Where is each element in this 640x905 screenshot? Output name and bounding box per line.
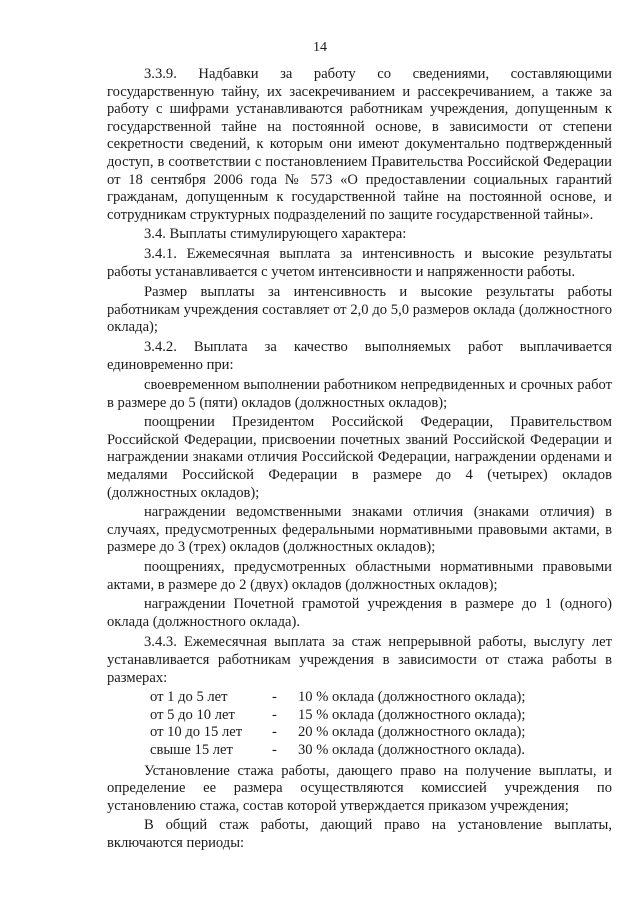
paragraph-3-4-1: 3.4.1. Ежемесячная выплата за интенсивность и высокие результаты работы устанавливается с учетом интенсивности и напряженности работы. bbox=[107, 245, 612, 280]
paragraph-regional-award: поощрениях, предусмотренных областными нормативными правовыми актами, в размере до 2 (двух) окладов (должностных окладов); bbox=[107, 559, 612, 593]
document-text bbox=[107, 66, 612, 855]
paragraph-included-periods: В общий стаж работы, дающий право на установление выплаты, включаются периоды: bbox=[107, 817, 612, 851]
tier-percent: 10 % оклада (должностного оклада); bbox=[298, 689, 526, 706]
tier-range: от 5 до 10 лет bbox=[150, 706, 235, 723]
paragraph-3-4-3: 3.4.3. Ежемесячная выплата за стаж непрерывной работы, выслугу лет устанавливается работникам учреждения в зависимости от стажа работы в размерах: bbox=[107, 634, 612, 686]
paragraph-payment-size: Размер выплаты за интенсивность и высокие результаты работы работникам учреждения составляет от 2,0 до 5,0 размеров оклада (должностного оклада); bbox=[107, 284, 612, 336]
tier-range: свыше 15 лет bbox=[150, 741, 233, 758]
tier-range: от 10 до 15 лет bbox=[150, 724, 243, 741]
tier-percent: 15 % оклада (должностного оклада); bbox=[298, 706, 526, 723]
seniority-tier-list bbox=[107, 689, 612, 759]
tier-dash: - bbox=[272, 706, 277, 723]
tier-percent: 30 % оклада (должностного оклада). bbox=[298, 741, 526, 758]
paragraph-seniority-commission: Установление стажа работы, дающего право на получение выплаты, и определение ее размера осуществляются комиссией учреждения по установлению стажа, состав которой утверждается приказом учреждения; bbox=[107, 762, 612, 814]
paragraph-3-3-9: 3.3.9. Надбавки за работу со сведениями, составляющими государственную тайну, их засекречиванием и рассекречиванием, а также за работу с шифрами устанавливаются работникам учреждения, допущенным к государственной тайне на постоянной основе, в зависимости от степени секретности сведений, к которым они имеют документально подтвержденный доступ, в соответствии с постановлением Правительства Российской Федерации от 18 сентября 2006 года № 573 «О предоставлении социальных гарантий гражданам, допущенным к государственной тайне на постоянной основе, и сотрудникам структурных подразделений по защите государственной тайны». bbox=[107, 66, 612, 223]
seniority-tier bbox=[107, 742, 612, 760]
tier-range: от 1 до 5 лет bbox=[150, 689, 228, 706]
paragraph-departmental-award: награждении ведомственными знаками отличия (знаками отличия) в случаях, предусмотренных федеральными нормативными правовыми актами, в размере до 3 (трех) окладов (должностных окладов); bbox=[107, 504, 612, 556]
paragraph-3-4-2: 3.4.2. Выплата за качество выполняемых работ выплачивается единовременно при: bbox=[107, 338, 612, 373]
tier-dash: - bbox=[272, 689, 277, 706]
seniority-tier bbox=[107, 689, 612, 707]
tier-percent: 20 % оклада (должностного оклада); bbox=[298, 724, 526, 741]
paragraph-presidential-award: поощрении Президентом Российской Федерации, Правительством Российской Федерации, присвоении почетных званий Российской Федерации и награждении знаками отличия Российской Федерации, награждении орденами и медалями Российской Федерации в размере до 4 (четырех) окладов (должностных окладов); bbox=[107, 414, 612, 501]
page-number: 14 bbox=[313, 40, 327, 55]
seniority-tier bbox=[107, 707, 612, 725]
paragraph-certificate-award: награждении Почетной грамотой учреждения в размере до 1 (одного) оклада (должностного оклада). bbox=[107, 596, 612, 630]
seniority-tier bbox=[107, 724, 612, 742]
paragraph-urgent-work: своевременном выполнении работником непредвиденных и срочных работ в размере до 5 (пяти) окладов (должностных окладов); bbox=[107, 377, 612, 411]
tier-dash: - bbox=[272, 741, 277, 758]
paragraph-3-4: 3.4. Выплаты стимулирующего характера: bbox=[144, 226, 407, 243]
tier-dash: - bbox=[272, 724, 277, 741]
